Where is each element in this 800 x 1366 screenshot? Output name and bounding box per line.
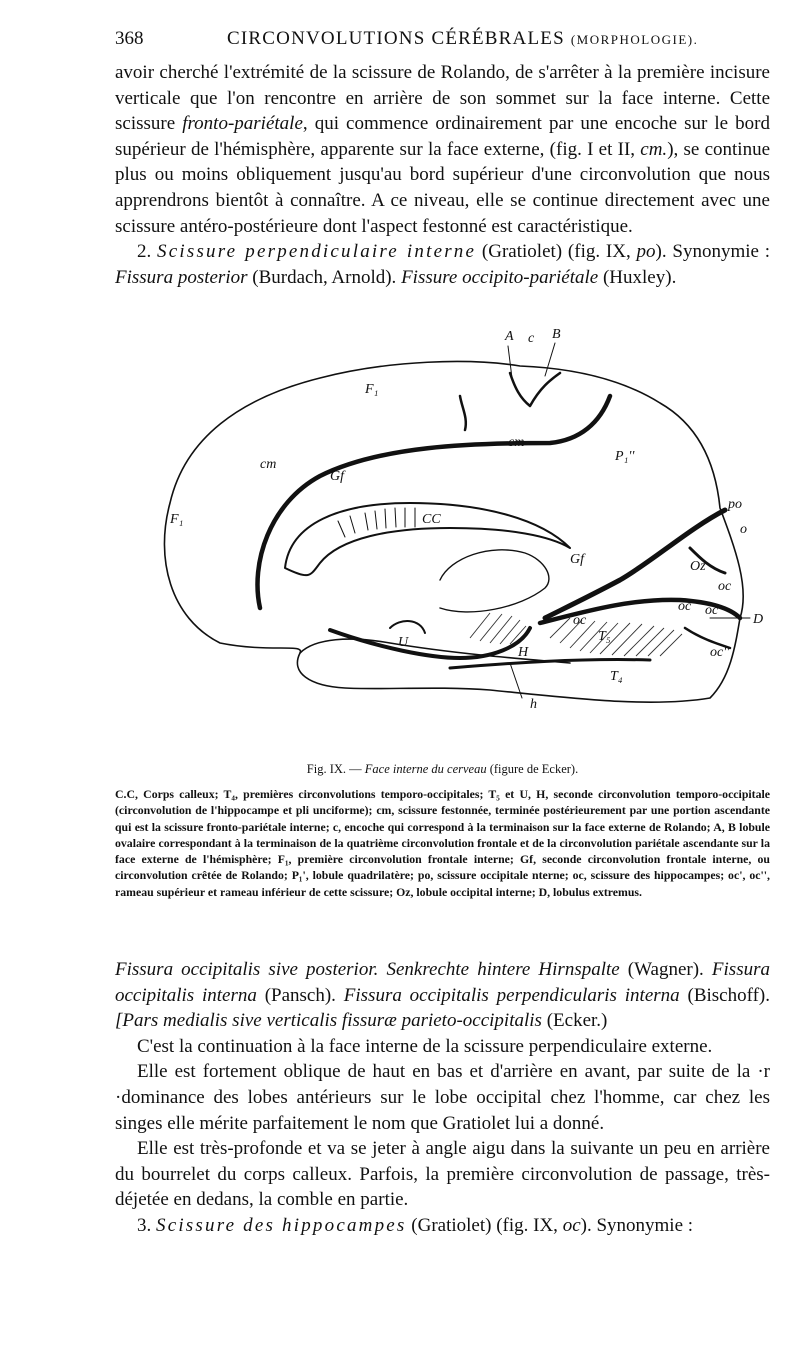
label-oc-2: oc — [678, 599, 692, 614]
label-Oz: Oz — [690, 559, 706, 574]
section-title: Scissure des hippocampes — [156, 1214, 407, 1236]
hatch-H — [470, 613, 526, 644]
text-run: (Wagner). — [619, 959, 712, 980]
label-oc-second: oc'' — [710, 645, 730, 660]
label-F1-left: F₁ — [170, 512, 184, 527]
running-title — [227, 28, 698, 50]
text-run: (Gratiolet) (fig. IX, — [406, 1214, 563, 1236]
label-h: h — [530, 697, 537, 712]
label-T4: T₄ — [610, 669, 623, 684]
synonym: Fissura occipitalis perpendicularis interna — [343, 984, 680, 1006]
term-italic: fronto-pariétale — [182, 113, 303, 135]
synonyms-paragraph — [115, 957, 770, 1034]
label-po: po — [728, 497, 742, 512]
section-number: 3. — [137, 1214, 152, 1236]
synonym: Fissure occipito-pariétale — [401, 266, 599, 288]
bottom-text — [115, 957, 770, 1239]
label-U: U — [398, 635, 409, 650]
text-run: (Huxley). — [598, 266, 677, 288]
hatch-T5 — [550, 618, 682, 656]
callosum-striations — [338, 508, 415, 537]
label-oc-3: oc — [573, 613, 587, 628]
label-A: A — [505, 329, 514, 344]
text-run: (Burdach, Arnold). — [247, 266, 402, 288]
text-run: , qui commence ordinairement par une encoche sur le bord supérieur de l'hémisphère, apparente sur la face externe, (fig. I et II, — [115, 113, 770, 160]
figure-legend: C.C, Corps calleux; T₄, premières circonvolutions temporo-occipitales; T₅ et U, H, seconde circonvolution temporo-occipitale (circonvolution de l'hippocampe et pli unciforme); cm, scissure festonnée, terminée postérieurement par une portion ascendante qui est la scissure fronto-pariétale interne; c, encoche qui correspond à la terminaison sur la face externe de Rolando; A, B lobule ovalaire correspondant à la terminaison de la quatrième circonvolution frontale et de la circonvolution pariétale ascendante sur la face externe de l'hémisphère; F₁, première circonvolution frontale interne; Gf, seconde circonvolution frontale interne, ou circonvolution crêtée de Rolando; P₁', lobule quadrilatère; po, scissure occipitale nterne; oc, scissure des hippocampes; oc', oc'', rameau supérieur et rameau inférieur de cette scissure; Oz, lobule occipital interne; D, lobulus extremus. — [115, 787, 770, 899]
synonym: Fissura occipitalis sive posterior. Senkrechte hintere Hirnspalte — [115, 959, 620, 980]
running-title-main: CIRCONVOLUTIONS CÉRÉBRALES — [227, 28, 565, 49]
temporal-outline — [300, 639, 570, 663]
text-run: ). Synonymie : — [580, 1214, 694, 1236]
text-run: ), se continue plus ou moins obliquement jusqu'au bord supérieur d'une circonvolution que nous apprendrons bientôt à connaître. A ce niveau, elle se continue directement avec une scissure antéro-postérieure dont l'aspect festonné est caractéristique. — [115, 138, 771, 237]
synonym: [Pars medialis sive verticalis fissuræ parieto-occipitalis — [115, 1010, 542, 1032]
figure-ref: po — [636, 241, 656, 263]
pointer-B — [545, 343, 555, 376]
label-oc-1: oc — [718, 579, 732, 594]
label-D: D — [753, 612, 764, 627]
paragraph: C'est la continuation à la face interne de la scissure perpendiculaire externe. — [137, 1035, 713, 1057]
label-Gf-top: Gf — [330, 469, 344, 484]
label-P1: P₁'' — [615, 449, 635, 464]
label-F1-top: F₁ — [365, 382, 379, 397]
paragraph: Elle est très-profonde et va se jeter à angle aigu dans la suivante un peu en arrière du bourrelet du corps calleux. Parfois, la première circonvolution de passage, très-déjetée en dedans, la comble en partie. — [115, 1138, 770, 1211]
hemisphere-outline — [164, 362, 743, 703]
text-run: (Bischoff). — [679, 984, 770, 1006]
text-run: ). Synonymie : — [655, 241, 771, 263]
label-Gf-right: Gf — [570, 552, 584, 567]
brain-figure — [150, 318, 770, 728]
text-run: (Pansch). — [256, 984, 344, 1006]
page-header — [115, 28, 770, 54]
label-B: B — [552, 327, 561, 342]
fornix — [440, 550, 549, 612]
text-run: (Ecker.) — [541, 1010, 608, 1032]
hippocampal-gyrus — [330, 628, 530, 658]
sulcus-fronto-parietal — [510, 373, 560, 406]
label-cm-mid: cm — [508, 435, 525, 450]
section-title: Scissure perpendiculaire interne — [157, 241, 477, 263]
label-c: c — [528, 331, 535, 346]
synonym: Fissura posterior — [115, 266, 248, 288]
top-paragraph — [115, 60, 770, 290]
figure-ref: oc — [562, 1214, 581, 1236]
section-2 — [115, 239, 770, 290]
running-title-sub: (MORPHOLOGIE). — [570, 32, 699, 47]
text-run: avoir cherché l'extrémité de la scissure de Rolando, de s'arrêter à la première incisure verticale que l'on rencontre en arrière de son sommet sur la face interne. Cette scissure — [115, 62, 770, 135]
caption-fig: Fig. IX. — — [306, 762, 365, 776]
figure-ref: cm. — [640, 138, 668, 160]
collateral-sulcus — [450, 660, 650, 668]
label-T5: T₅ — [598, 629, 611, 644]
text-run: (Gratiolet) (fig. IX, — [476, 241, 637, 263]
label-CC: CC — [422, 512, 441, 527]
caption-title: Face interne du cerveau — [364, 762, 487, 776]
label-oc-prime: oc' — [705, 603, 722, 618]
section-number: 2. — [137, 241, 152, 263]
paragraph: Elle est fortement oblique de haut en bas et d'arrière en avant, par suite de la ·r ·dominance des lobes antérieurs sur le lobe occipital chez l'homme, car chez les singes elle mérite parfaitement le nom que Gratiolet lui a donné. — [115, 1061, 770, 1134]
page-number: 368 — [115, 28, 144, 49]
sulcus-small-top — [460, 396, 466, 430]
synonym: Fissura occipitalis interna — [115, 959, 770, 1006]
caption-source: (figure de Ecker). — [486, 762, 579, 776]
label-o: o — [740, 522, 747, 537]
section-3 — [115, 1213, 770, 1239]
label-cm-left: cm — [260, 457, 277, 472]
label-H: H — [518, 645, 529, 660]
uncus — [390, 621, 425, 633]
figure-caption — [115, 762, 770, 777]
sulcus-cm — [258, 396, 611, 608]
